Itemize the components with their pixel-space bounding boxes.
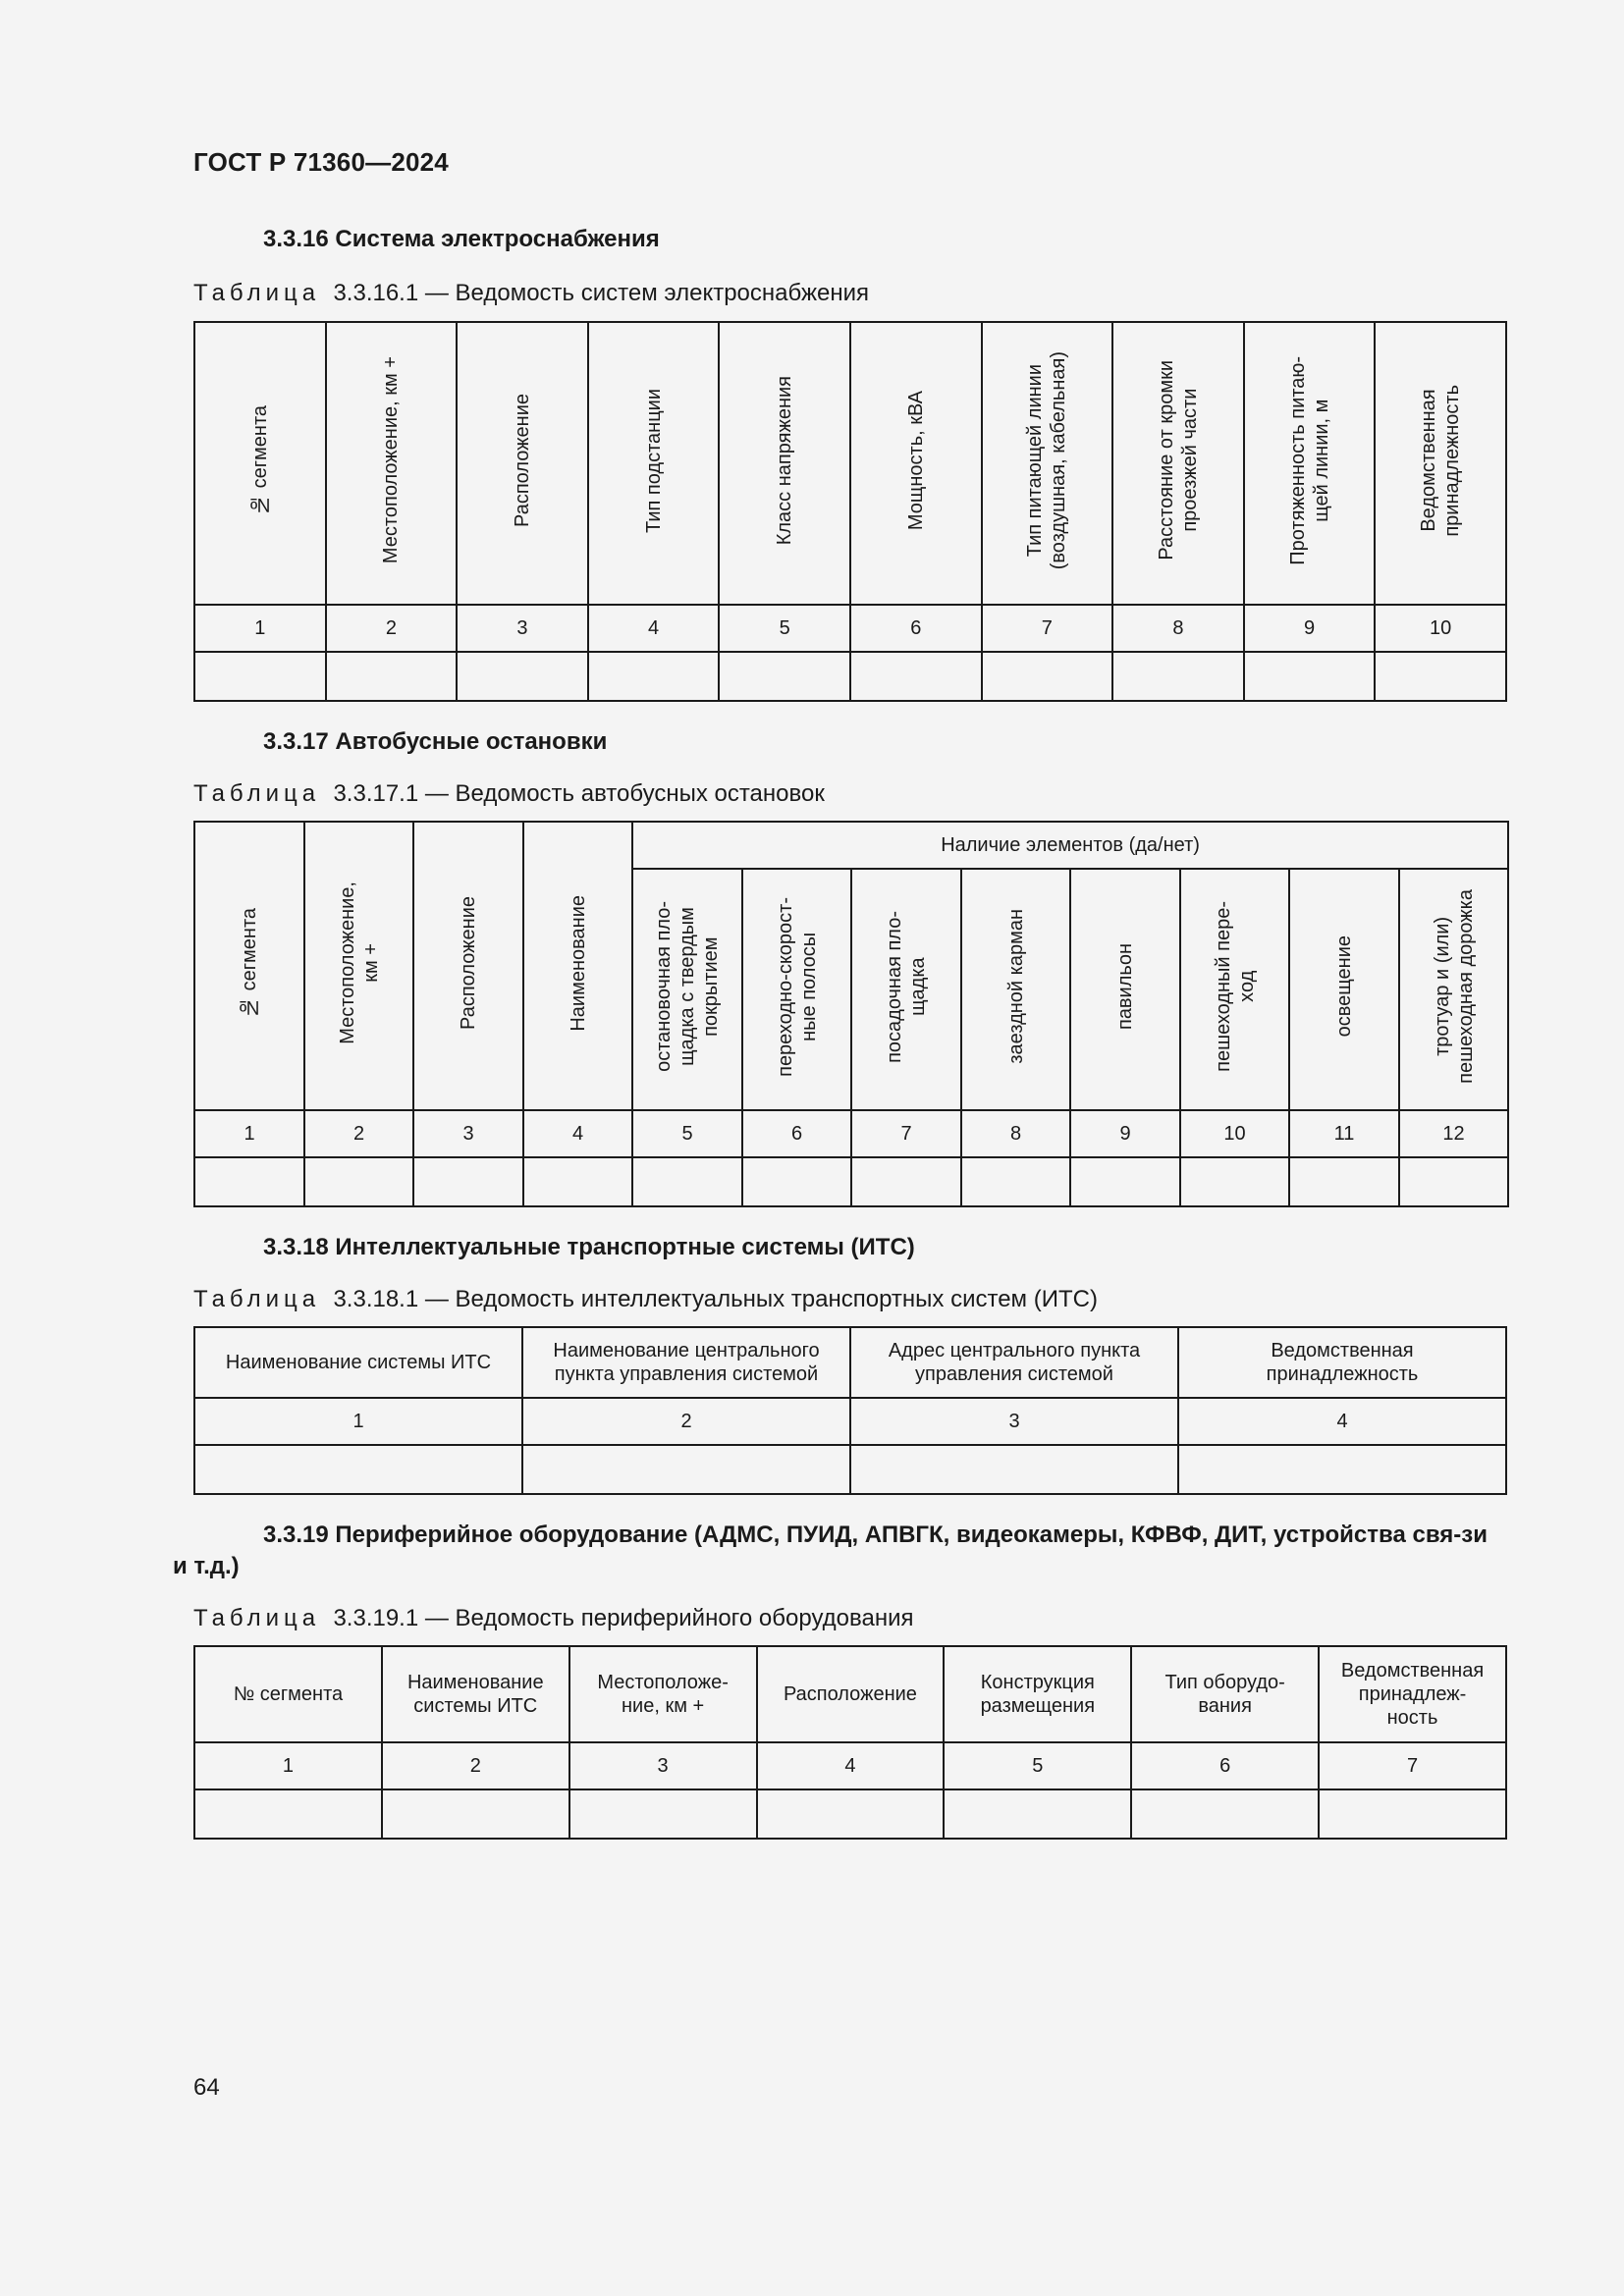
column-header: заездной карман <box>961 869 1070 1110</box>
column-number: 2 <box>304 1110 413 1157</box>
table-header-row <box>194 1646 1506 1742</box>
empty-cell <box>1399 1157 1508 1206</box>
empty-cell <box>632 1157 742 1206</box>
empty-cell <box>1178 1445 1506 1494</box>
section-title-3-3-18: 3.3.18 Интеллектуальные транспортные системы (ИТС) <box>263 1234 915 1260</box>
column-header: № сегмента <box>194 1646 382 1742</box>
column-number: 11 <box>1289 1110 1399 1157</box>
empty-cell <box>523 1157 632 1206</box>
table-peripheral-equipment <box>193 1645 1507 1840</box>
column-header: Протяженность питаю- щей линии, м <box>1244 322 1376 605</box>
column-number: 3 <box>457 605 588 652</box>
table-header-row <box>194 1327 1506 1398</box>
empty-cell <box>1112 652 1244 701</box>
table-bus-stops <box>193 821 1509 1207</box>
column-header: Тип подстанции <box>588 322 720 605</box>
empty-cell <box>1289 1157 1399 1206</box>
empty-cell <box>194 1445 522 1494</box>
column-number: 5 <box>632 1110 742 1157</box>
column-number: 6 <box>742 1110 851 1157</box>
column-number-row <box>194 605 1506 652</box>
column-number: 12 <box>1399 1110 1508 1157</box>
column-number: 8 <box>1112 605 1244 652</box>
column-number-row <box>194 1742 1506 1789</box>
empty-cell <box>457 652 588 701</box>
empty-cell <box>757 1789 945 1839</box>
column-number: 9 <box>1070 1110 1180 1157</box>
column-number: 6 <box>1131 1742 1319 1789</box>
caption-label: Таблица <box>193 280 321 306</box>
empty-cell <box>304 1157 413 1206</box>
column-header: Ведомственная принадлеж- ность <box>1319 1646 1506 1742</box>
column-header: Местоположение, км + <box>326 322 458 605</box>
empty-cell <box>588 652 720 701</box>
column-number: 9 <box>1244 605 1376 652</box>
column-header: Конструкция размещения <box>944 1646 1131 1742</box>
document-code: ГОСТ Р 71360—2024 <box>193 147 449 177</box>
empty-cell <box>1319 1789 1506 1839</box>
empty-cell <box>1131 1789 1319 1839</box>
empty-cell <box>194 652 326 701</box>
column-header: остановочная пло- щадка с твердым покрытием <box>632 869 742 1110</box>
column-header: № сегмента <box>194 822 304 1110</box>
column-number: 4 <box>523 1110 632 1157</box>
column-number: 1 <box>194 1742 382 1789</box>
column-header: Наименование системы ИТС <box>194 1327 522 1398</box>
column-header: освещение <box>1289 869 1399 1110</box>
column-number: 3 <box>413 1110 523 1157</box>
column-header: Мощность, кВА <box>850 322 982 605</box>
caption-label: Таблица <box>193 1605 321 1631</box>
empty-cell <box>719 652 850 701</box>
caption-label: Таблица <box>193 780 321 807</box>
empty-cell <box>569 1789 757 1839</box>
section-title-3-3-16: 3.3.16 Система электроснабжения <box>263 226 660 252</box>
empty-cell <box>850 652 982 701</box>
column-number: 2 <box>522 1398 850 1445</box>
table-header-row <box>194 822 1508 869</box>
column-header: посадочная пло- щадка <box>851 869 961 1110</box>
column-header: Класс напряжения <box>719 322 850 605</box>
column-number: 10 <box>1375 605 1506 652</box>
group-header-elements: Наличие элементов (да/нет) <box>632 822 1508 869</box>
empty-cell <box>382 1789 569 1839</box>
empty-cell <box>742 1157 851 1206</box>
empty-cell <box>326 652 458 701</box>
table-caption-3-3-17-1 <box>193 780 825 808</box>
caption-text: 3.3.17.1 — Ведомость автобусных остановок <box>333 780 825 807</box>
empty-cell <box>850 1445 1178 1494</box>
column-header: Местоположе- ние, км + <box>569 1646 757 1742</box>
column-header: тротуар и (или) пешеходная дорожка <box>1399 869 1508 1110</box>
column-number: 7 <box>982 605 1113 652</box>
column-header: Ведомственная принадлежность <box>1375 322 1506 605</box>
column-number: 3 <box>569 1742 757 1789</box>
empty-cell <box>851 1157 961 1206</box>
column-header: Наименование <box>523 822 632 1110</box>
column-header: Тип питающей линии (воздушная, кабельная) <box>982 322 1113 605</box>
table-caption-3-3-19-1 <box>193 1605 913 1632</box>
table-header-row <box>194 322 1506 605</box>
column-header: Тип оборудо- вания <box>1131 1646 1319 1742</box>
column-number-row <box>194 1110 1508 1157</box>
column-header: пешеходный пере- ход <box>1180 869 1289 1110</box>
column-header: Ведомственная принадлежность <box>1178 1327 1506 1398</box>
column-header: Наименование системы ИТС <box>382 1646 569 1742</box>
column-number: 10 <box>1180 1110 1289 1157</box>
empty-cell <box>413 1157 523 1206</box>
section-title-3-3-19: 3.3.19 Периферийное оборудование (АДМС, ПУИД, АПВГК, видеокамеры, КФВФ, ДИТ, устройства свя-зи и т.д.) <box>173 1522 1488 1579</box>
column-header: Расстояние от кромки проезжей части <box>1112 322 1244 605</box>
column-header: Расположение <box>457 322 588 605</box>
caption-text: 3.3.16.1 — Ведомость систем электроснабжения <box>333 280 870 306</box>
empty-cell <box>1070 1157 1180 1206</box>
empty-cell <box>961 1157 1070 1206</box>
caption-label: Таблица <box>193 1286 321 1312</box>
column-number: 7 <box>1319 1742 1506 1789</box>
empty-data-row <box>194 1445 1506 1494</box>
caption-text: 3.3.18.1 — Ведомость интеллектуальных транспортных систем (ИТС) <box>333 1286 1098 1312</box>
column-header: переходно-скорост- ные полосы <box>742 869 851 1110</box>
column-number: 2 <box>326 605 458 652</box>
empty-cell <box>944 1789 1131 1839</box>
column-header: Расположение <box>413 822 523 1110</box>
column-number-row <box>194 1398 1506 1445</box>
table-its <box>193 1326 1507 1495</box>
column-number: 8 <box>961 1110 1070 1157</box>
empty-cell <box>1180 1157 1289 1206</box>
column-number: 5 <box>719 605 850 652</box>
empty-cell <box>982 652 1113 701</box>
table-caption-3-3-18-1 <box>193 1286 1098 1313</box>
column-number: 1 <box>194 605 326 652</box>
column-number: 4 <box>757 1742 945 1789</box>
column-number: 4 <box>588 605 720 652</box>
empty-data-row <box>194 1157 1508 1206</box>
column-number: 6 <box>850 605 982 652</box>
column-header: Расположение <box>757 1646 945 1742</box>
empty-cell <box>1244 652 1376 701</box>
empty-data-row <box>194 652 1506 701</box>
column-number: 5 <box>944 1742 1131 1789</box>
empty-data-row <box>194 1789 1506 1839</box>
table-caption-3-3-16-1 <box>193 280 869 307</box>
page-number: 64 <box>193 2074 220 2101</box>
column-number: 7 <box>851 1110 961 1157</box>
column-header: Наименование центрального пункта управления системой <box>522 1327 850 1398</box>
empty-cell <box>522 1445 850 1494</box>
section-title-3-3-17: 3.3.17 Автобусные остановки <box>263 728 608 755</box>
empty-cell <box>1375 652 1506 701</box>
column-number: 1 <box>194 1110 304 1157</box>
column-header: Местоположение, км + <box>304 822 413 1110</box>
column-number: 1 <box>194 1398 522 1445</box>
empty-cell <box>194 1157 304 1206</box>
empty-cell <box>194 1789 382 1839</box>
column-header: павильон <box>1070 869 1180 1110</box>
column-number: 4 <box>1178 1398 1506 1445</box>
column-number: 2 <box>382 1742 569 1789</box>
table-power-supply <box>193 321 1507 702</box>
column-number: 3 <box>850 1398 1178 1445</box>
column-header: № сегмента <box>194 322 326 605</box>
column-header: Адрес центрального пункта управления системой <box>850 1327 1178 1398</box>
caption-text: 3.3.19.1 — Ведомость периферийного оборудования <box>333 1605 914 1631</box>
